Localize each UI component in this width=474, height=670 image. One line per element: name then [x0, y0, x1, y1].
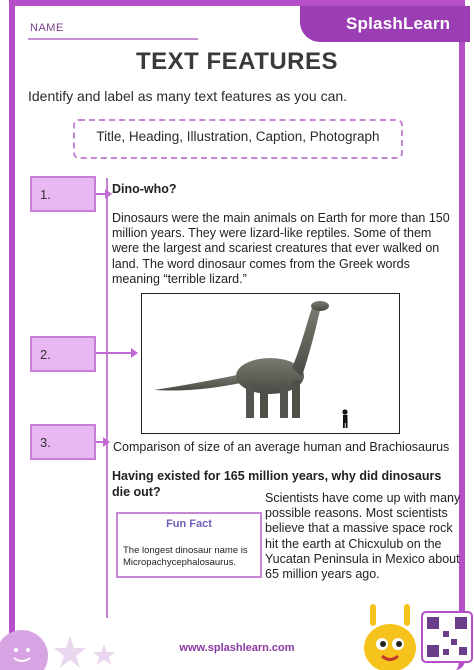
image-caption: Comparison of size of an average human and Brachiosaurus	[113, 440, 450, 454]
instruction-text: Identify and label as many text features as you can.	[28, 88, 348, 104]
label-number: 2.	[40, 347, 51, 362]
word-bank-text: Title, Heading, Illustration, Caption, Photograph	[96, 129, 380, 144]
arrow-to-heading	[96, 193, 110, 195]
article-paragraph-2: Scientists have come up with many possible reasons. Most scientists believe that a massive space rock hit the earth at Chicxulub on the Yucatan Peninsula in Mexico about 65 million years ago.	[265, 491, 461, 582]
guide-line	[106, 178, 108, 618]
article-heading-2: Having existed for 165 million years, why did dinosaurs die out?	[112, 469, 442, 499]
arrow-to-caption	[96, 441, 108, 443]
label-box-1[interactable]	[30, 176, 96, 212]
label-box-3[interactable]	[30, 424, 96, 460]
name-label: NAME	[30, 22, 64, 34]
brachiosaurus-icon	[142, 294, 398, 432]
fun-fact-text: The longest dinosaur name is Micropachycephalosaurus.	[123, 545, 248, 568]
arrow-to-illustration	[96, 352, 136, 354]
article-heading: Dino-who?	[112, 182, 177, 196]
splashlearn-logo: SplashLearn	[346, 14, 451, 33]
label-number: 1.	[40, 187, 51, 202]
mascot-and-qr-icon	[350, 586, 474, 670]
footer-url: www.splashlearn.com	[179, 642, 295, 654]
page-title: TEXT FEATURES	[135, 48, 339, 75]
name-write-line	[28, 38, 198, 40]
label-number: 3.	[40, 435, 51, 450]
fun-fact-title: Fun Fact	[166, 518, 212, 530]
decorative-stars-icon	[0, 606, 120, 670]
label-box-2[interactable]	[30, 336, 96, 372]
article-paragraph-1: Dinosaurs were the main animals on Earth for more than 150 million years. They were lizard-like reptiles. Some of them were the largest and scariest creatures that ever walked on land. The word dinosaur comes from the Greek words meaning “terrible lizard.”	[112, 211, 450, 286]
dinosaur-illustration	[141, 293, 400, 434]
